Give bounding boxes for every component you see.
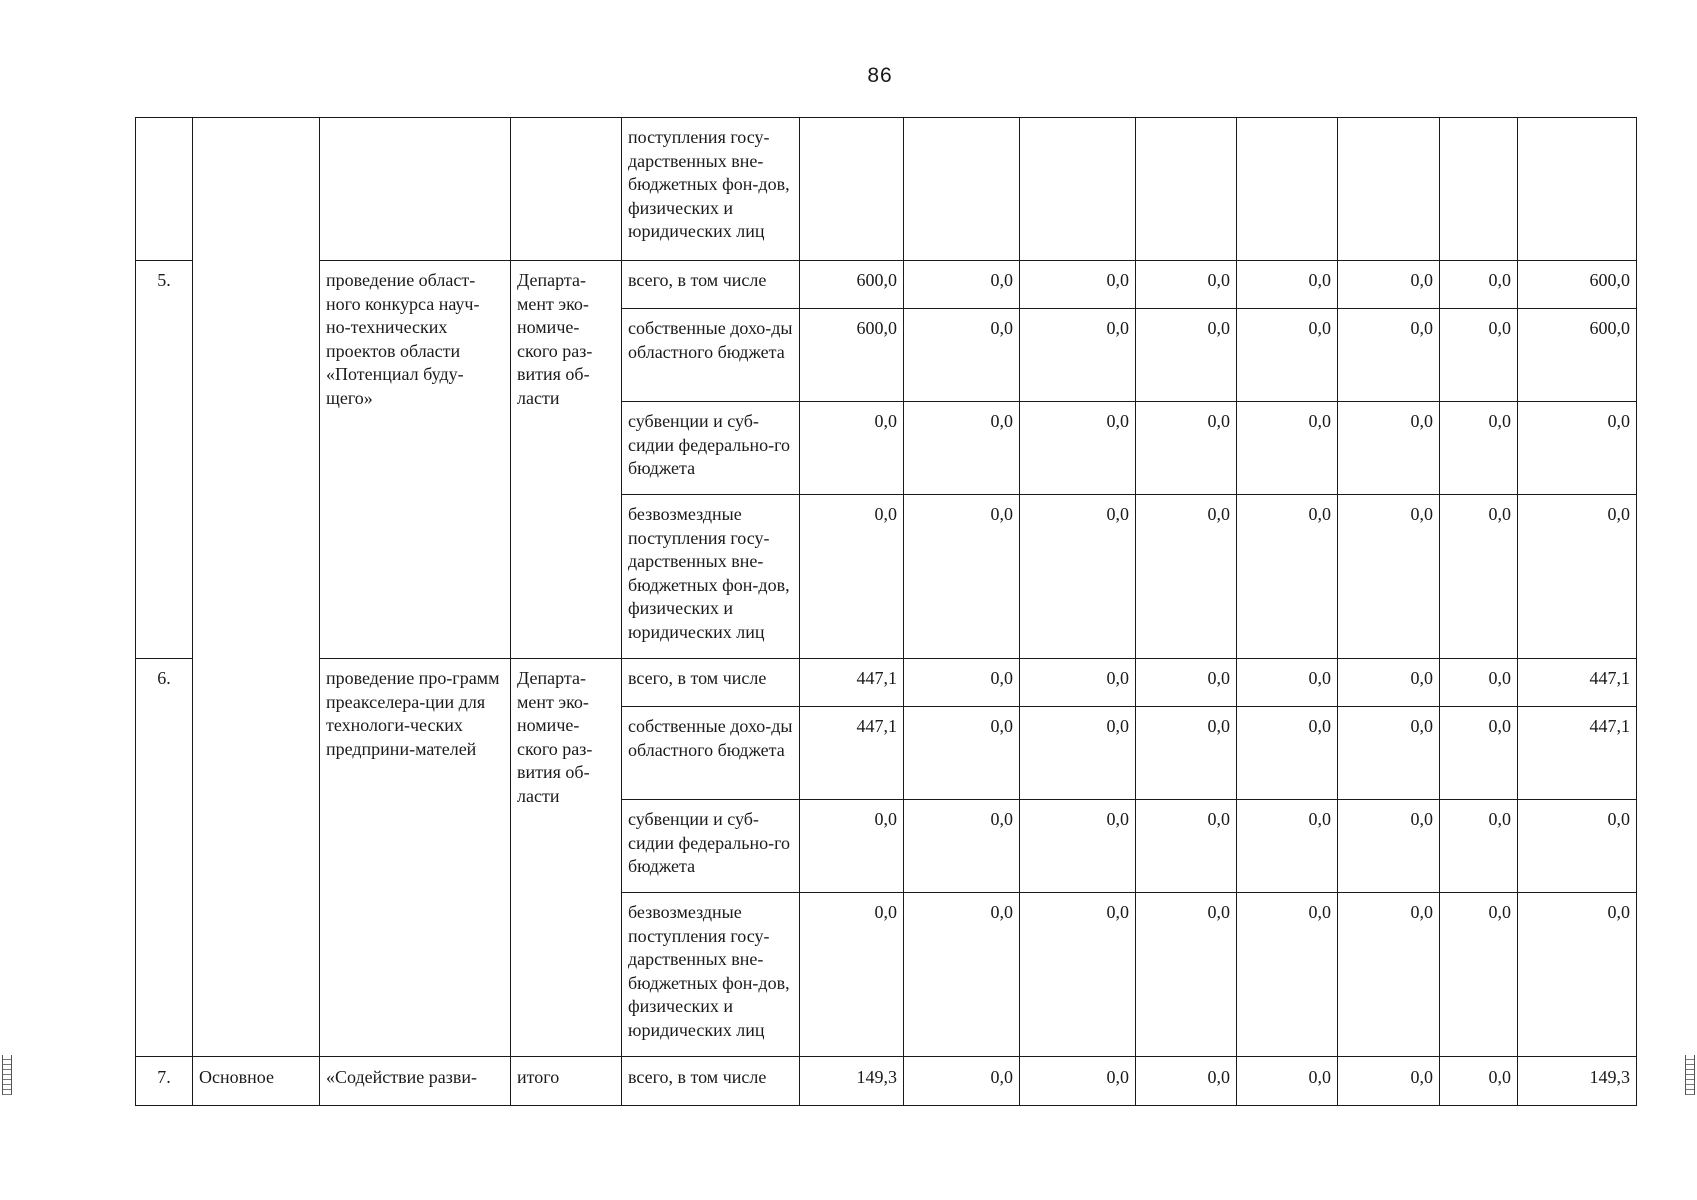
executor-cell: итого	[511, 1057, 622, 1106]
value-cell	[1440, 118, 1518, 261]
value-cell: 0,0	[904, 800, 1020, 893]
value-cell: 0,0	[1338, 1057, 1440, 1106]
value-cell: 600,0	[800, 309, 904, 402]
funding-source-cell: безвозмездные поступления госу-дарственных вне-бюджетных фон-дов, физических и юридических лиц	[622, 495, 800, 659]
table-row	[136, 261, 1637, 309]
value-cell: 0,0	[1338, 495, 1440, 659]
row-number-cell: 7.	[136, 1057, 193, 1106]
value-cell: 0,0	[1518, 495, 1637, 659]
funding-source-cell: поступления госу-дарственных вне-бюджетных фон-дов, физических и юридических лиц	[622, 118, 800, 261]
value-cell: 0,0	[1136, 402, 1237, 495]
value-cell	[1237, 118, 1338, 261]
value-cell: 600,0	[1518, 309, 1637, 402]
value-cell: 0,0	[904, 707, 1020, 800]
value-cell: 447,1	[1518, 659, 1637, 707]
funding-source-cell: собственные дохо-ды областного бюджета	[622, 309, 800, 402]
value-cell: 0,0	[904, 309, 1020, 402]
value-cell: 0,0	[1136, 261, 1237, 309]
value-cell: 0,0	[1237, 261, 1338, 309]
value-cell: 600,0	[800, 261, 904, 309]
measure-cell: проведение област-ного конкурса науч-но-технических проектов области «Потенциал буду-щего»	[320, 261, 511, 659]
value-cell: 0,0	[1237, 1057, 1338, 1106]
value-cell: 0,0	[1440, 659, 1518, 707]
value-cell: 0,0	[1020, 1057, 1136, 1106]
value-cell: 0,0	[1518, 402, 1637, 495]
value-cell: 0,0	[904, 1057, 1020, 1106]
value-cell: 0,0	[1440, 800, 1518, 893]
value-cell: 447,1	[800, 659, 904, 707]
value-cell: 0,0	[1020, 800, 1136, 893]
value-cell: 0,0	[1440, 893, 1518, 1057]
value-cell: 0,0	[1020, 659, 1136, 707]
value-cell: 0,0	[1020, 261, 1136, 309]
value-cell: 0,0	[1440, 495, 1518, 659]
executor-cell	[511, 118, 622, 261]
value-cell: 447,1	[800, 707, 904, 800]
value-cell: 0,0	[1338, 893, 1440, 1057]
value-cell: 0,0	[904, 495, 1020, 659]
value-cell: 0,0	[1518, 800, 1637, 893]
value-cell: 447,1	[1518, 707, 1637, 800]
value-cell: 0,0	[1136, 707, 1237, 800]
value-cell: 0,0	[1518, 893, 1637, 1057]
value-cell: 0,0	[1136, 309, 1237, 402]
value-cell: 0,0	[1020, 402, 1136, 495]
funding-source-cell: всего, в том числе	[622, 261, 800, 309]
binding-margin-mark	[2, 1055, 12, 1095]
value-cell: 0,0	[1136, 893, 1237, 1057]
value-cell: 149,3	[1518, 1057, 1637, 1106]
measure-cell: «Содействие разви-	[320, 1057, 511, 1106]
value-cell: 0,0	[1020, 893, 1136, 1057]
value-cell: 0,0	[1237, 402, 1338, 495]
value-cell: 0,0	[800, 402, 904, 495]
program-cell	[193, 118, 320, 1057]
value-cell: 0,0	[1440, 261, 1518, 309]
value-cell: 600,0	[1518, 261, 1637, 309]
value-cell: 0,0	[1440, 309, 1518, 402]
value-cell: 0,0	[1237, 309, 1338, 402]
value-cell: 0,0	[1338, 309, 1440, 402]
value-cell: 0,0	[1338, 402, 1440, 495]
value-cell: 0,0	[1136, 1057, 1237, 1106]
budget-table	[135, 117, 1637, 1106]
value-cell: 0,0	[1136, 659, 1237, 707]
measure-cell: проведение про-грамм преакселера-ции для технологи-ческих предприни-мателей	[320, 659, 511, 1057]
value-cell	[1020, 118, 1136, 261]
value-cell: 0,0	[1136, 495, 1237, 659]
value-cell	[1136, 118, 1237, 261]
value-cell: 0,0	[800, 893, 904, 1057]
value-cell: 0,0	[800, 495, 904, 659]
value-cell: 0,0	[1338, 707, 1440, 800]
value-cell: 0,0	[1237, 800, 1338, 893]
value-cell	[800, 118, 904, 261]
value-cell: 0,0	[904, 893, 1020, 1057]
row-number-cell: 6.	[136, 659, 193, 1057]
measure-cell	[320, 118, 511, 261]
value-cell: 0,0	[1237, 659, 1338, 707]
executor-cell: Департа-мент эко-номиче-ского раз-вития об-ласти	[511, 659, 622, 1057]
value-cell: 0,0	[1440, 1057, 1518, 1106]
funding-source-cell: субвенции и суб-сидии федерально-го бюджета	[622, 402, 800, 495]
value-cell: 0,0	[1440, 402, 1518, 495]
value-cell: 0,0	[1020, 495, 1136, 659]
executor-cell: Департа-мент эко-номиче-ского раз-вития об-ласти	[511, 261, 622, 659]
funding-source-cell: всего, в том числе	[622, 1057, 800, 1106]
binding-margin-mark-right	[1685, 1055, 1695, 1095]
funding-source-cell: безвозмездные поступления госу-дарственных вне-бюджетных фон-дов, физических и юридических лиц	[622, 893, 800, 1057]
value-cell: 0,0	[1338, 659, 1440, 707]
table-row	[136, 1057, 1637, 1106]
value-cell: 0,0	[904, 659, 1020, 707]
page-number: 86	[867, 64, 893, 87]
table-row	[136, 659, 1637, 707]
value-cell: 0,0	[1020, 309, 1136, 402]
value-cell	[1518, 118, 1637, 261]
row-number-cell	[136, 118, 193, 261]
value-cell: 0,0	[904, 402, 1020, 495]
value-cell: 0,0	[1237, 495, 1338, 659]
value-cell: 0,0	[1136, 800, 1237, 893]
value-cell	[904, 118, 1020, 261]
value-cell: 0,0	[800, 800, 904, 893]
funding-source-cell: всего, в том числе	[622, 659, 800, 707]
row-number-cell: 5.	[136, 261, 193, 659]
value-cell: 0,0	[1338, 800, 1440, 893]
value-cell	[1338, 118, 1440, 261]
value-cell: 0,0	[1237, 707, 1338, 800]
funding-source-cell: собственные дохо-ды областного бюджета	[622, 707, 800, 800]
funding-source-cell: субвенции и суб-сидии федерально-го бюджета	[622, 800, 800, 893]
value-cell: 149,3	[800, 1057, 904, 1106]
value-cell: 0,0	[1338, 261, 1440, 309]
table-row	[136, 118, 1637, 261]
value-cell: 0,0	[1020, 707, 1136, 800]
value-cell: 0,0	[904, 261, 1020, 309]
value-cell: 0,0	[1440, 707, 1518, 800]
program-cell: Основное	[193, 1057, 320, 1106]
value-cell: 0,0	[1237, 893, 1338, 1057]
